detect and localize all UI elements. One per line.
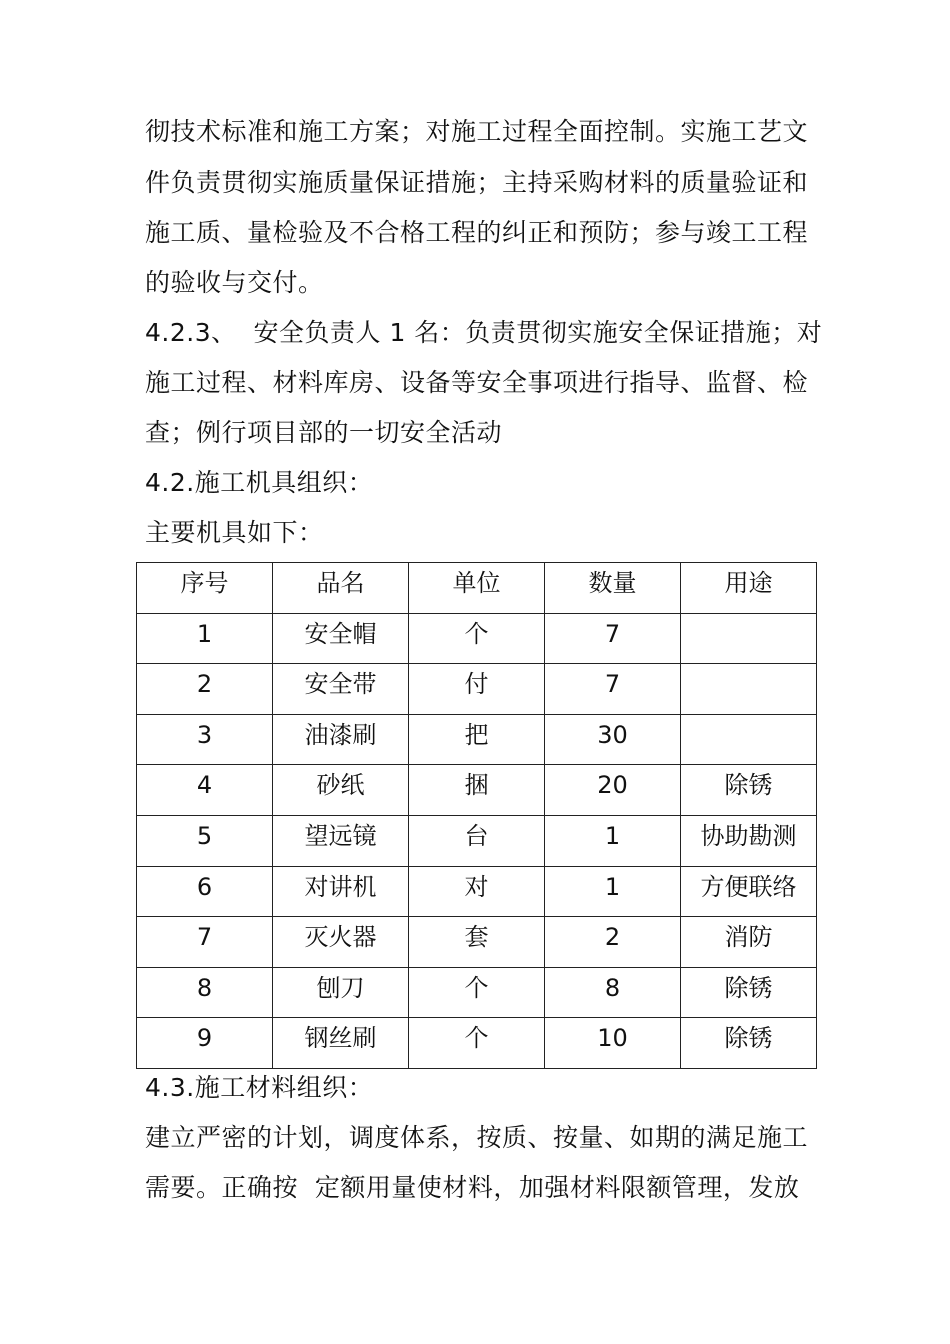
- table-row: [137, 917, 817, 968]
- cell-index: 3: [137, 714, 273, 765]
- cell-index: 6: [137, 866, 273, 917]
- cell-unit: 台: [409, 815, 545, 866]
- cell-index: 7: [137, 917, 273, 968]
- cell-quantity: 8: [545, 967, 681, 1018]
- cell-quantity: 10: [545, 1018, 681, 1069]
- header-unit: 单位: [409, 563, 545, 614]
- cell-purpose: 方便联络: [681, 866, 817, 917]
- cell-unit: 捆: [409, 765, 545, 816]
- paragraph-line: 查；例行项目部的一切安全活动: [145, 418, 503, 447]
- table-row: [137, 967, 817, 1018]
- cell-quantity: 30: [545, 714, 681, 765]
- table-row: [137, 714, 817, 765]
- cell-purpose: 消防: [681, 917, 817, 968]
- cell-purpose: 协助勘测: [681, 815, 817, 866]
- cell-purpose: 除锈: [681, 1018, 817, 1069]
- cell-quantity: 20: [545, 765, 681, 816]
- cell-purpose: 除锈: [681, 765, 817, 816]
- cell-name: 安全带: [273, 664, 409, 715]
- section-heading-materials: 4.3.施工材料组织：: [145, 1073, 374, 1102]
- cell-index: 5: [137, 815, 273, 866]
- cell-unit: 付: [409, 664, 545, 715]
- section-heading-tools: 4.2.施工机具组织：: [145, 468, 374, 497]
- cell-name: 钢丝刷: [273, 1018, 409, 1069]
- cell-index: 9: [137, 1018, 273, 1069]
- table-row: [137, 815, 817, 866]
- table-row: [137, 765, 817, 816]
- cell-name: 砂纸: [273, 765, 409, 816]
- table-row: [137, 613, 817, 664]
- header-purpose: 用途: [681, 563, 817, 614]
- cell-index: 4: [137, 765, 273, 816]
- paragraph-line: 施工过程、材料库房、设备等安全事项进行指导、监督、检: [145, 368, 809, 397]
- cell-quantity: 1: [545, 815, 681, 866]
- cell-name: 刨刀: [273, 967, 409, 1018]
- cell-purpose: [681, 664, 817, 715]
- paragraph-line: 件负责贯彻实施质量保证措施；主持采购材料的质量验证和: [145, 168, 809, 197]
- cell-unit: 个: [409, 967, 545, 1018]
- cell-name: 对讲机: [273, 866, 409, 917]
- cell-name: 油漆刷: [273, 714, 409, 765]
- cell-unit: 把: [409, 714, 545, 765]
- header-name: 品名: [273, 563, 409, 614]
- cell-purpose: [681, 613, 817, 664]
- paragraph-line: 需要。正确按 定额用量使材料，加强材料限额管理，发放: [145, 1173, 800, 1202]
- tools-intro: 主要机具如下：: [145, 518, 324, 547]
- cell-quantity: 7: [545, 664, 681, 715]
- cell-index: 8: [137, 967, 273, 1018]
- cell-name: 安全帽: [273, 613, 409, 664]
- cell-unit: 个: [409, 613, 545, 664]
- header-quantity: 数量: [545, 563, 681, 614]
- tools-table: [136, 562, 817, 1069]
- paragraph-line: 的验收与交付。: [145, 268, 324, 297]
- cell-quantity: 1: [545, 866, 681, 917]
- table-row: [137, 1018, 817, 1069]
- table-row: [137, 866, 817, 917]
- cell-name: 望远镜: [273, 815, 409, 866]
- table-header-row: [137, 563, 817, 614]
- cell-unit: 个: [409, 1018, 545, 1069]
- paragraph-line: 施工质、量检验及不合格工程的纠正和预防；参与竣工工程: [145, 218, 809, 247]
- cell-index: 2: [137, 664, 273, 715]
- cell-quantity: 7: [545, 613, 681, 664]
- cell-unit: 套: [409, 917, 545, 968]
- header-index: 序号: [137, 563, 273, 614]
- cell-unit: 对: [409, 866, 545, 917]
- cell-name: 灭火器: [273, 917, 409, 968]
- section-4-2-3-line: 4.2.3、 安全负责人 1 名：负责贯彻实施安全保证措施；对: [145, 318, 823, 347]
- table-row: [137, 664, 817, 715]
- cell-purpose: [681, 714, 817, 765]
- cell-quantity: 2: [545, 917, 681, 968]
- cell-index: 1: [137, 613, 273, 664]
- cell-purpose: 除锈: [681, 967, 817, 1018]
- paragraph-line: 彻技术标准和施工方案；对施工过程全面控制。实施工艺文: [145, 117, 809, 146]
- paragraph-line: 建立严密的计划，调度体系，按质、按量、如期的满足施工: [145, 1123, 809, 1152]
